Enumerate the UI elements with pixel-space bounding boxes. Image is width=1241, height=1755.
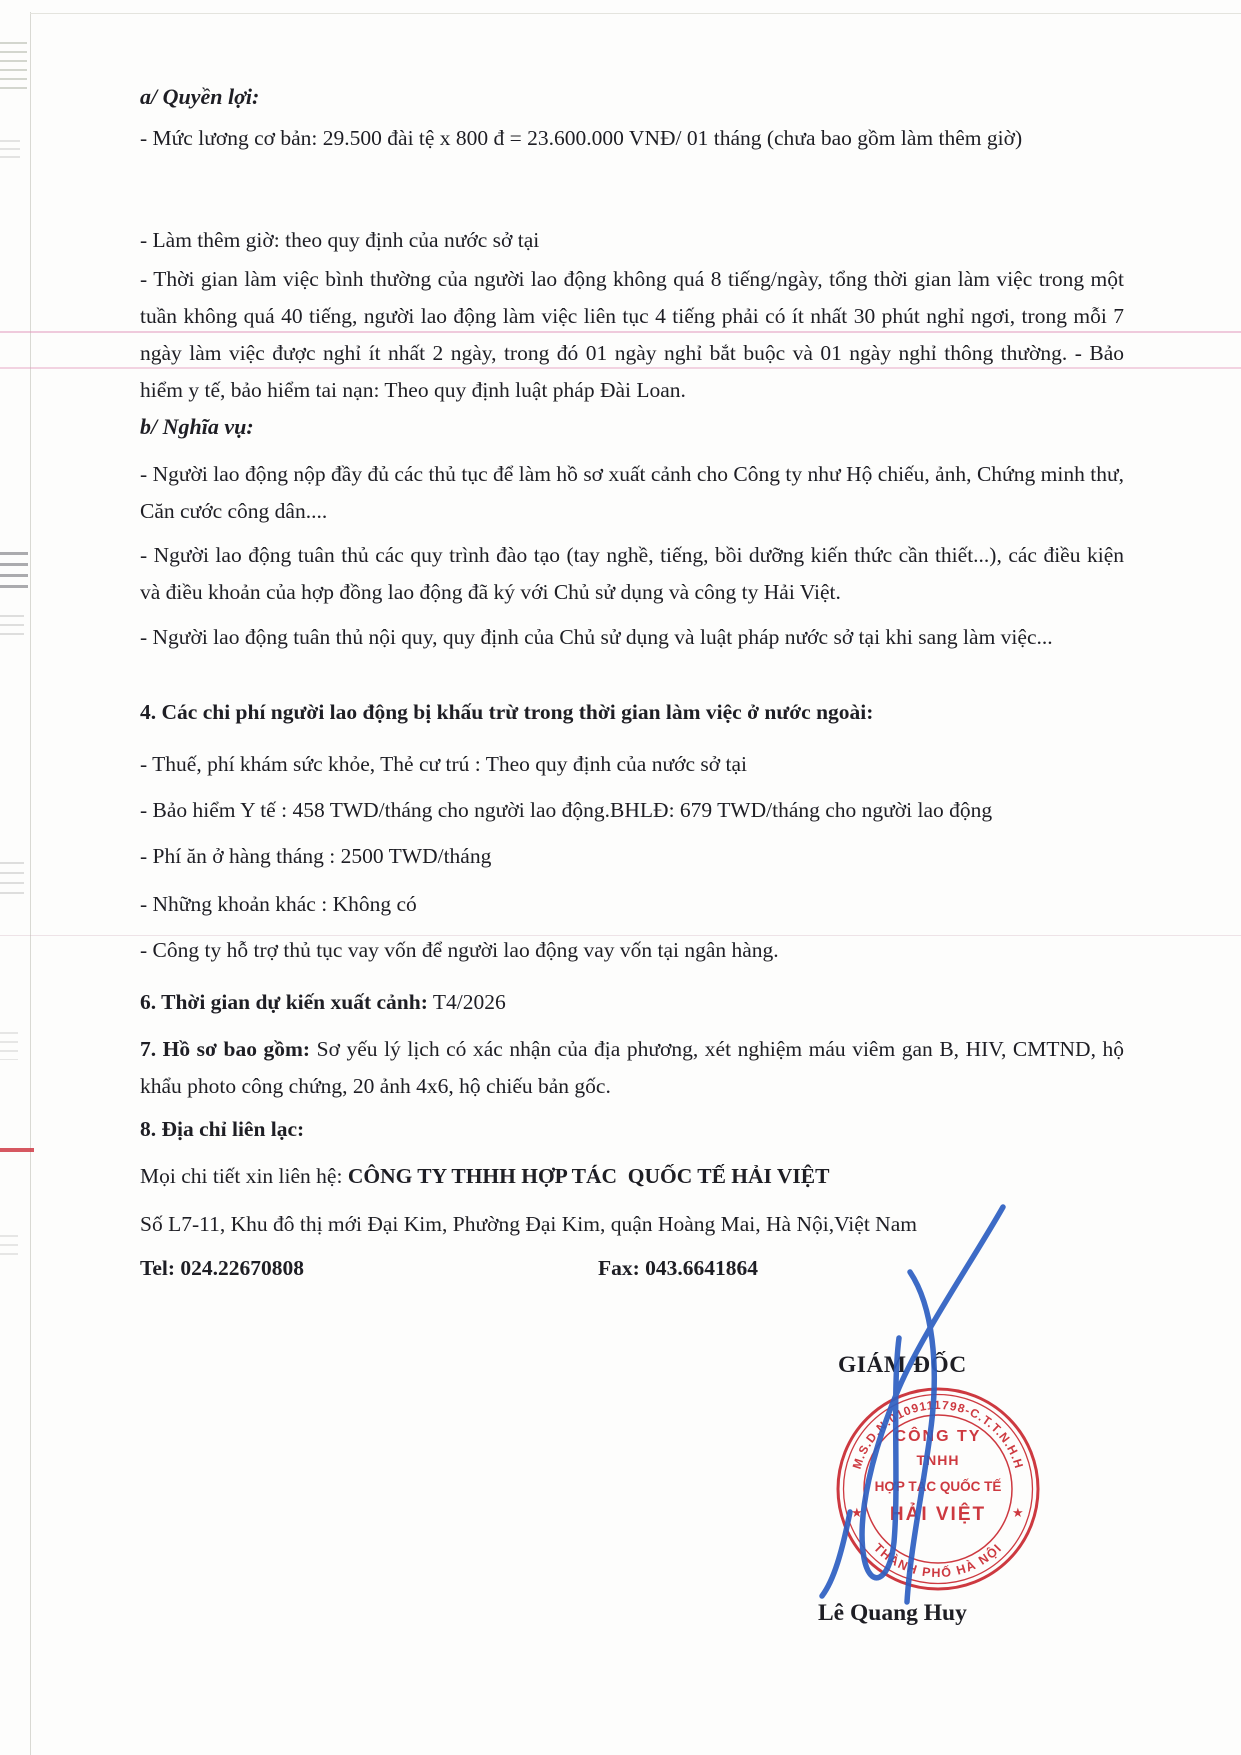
scan-smudge xyxy=(0,862,24,896)
contact-intro: Mọi chi tiết xin liên hệ: xyxy=(140,1164,348,1188)
stamp-star-right-icon: ★ xyxy=(1012,1505,1024,1520)
deduction-other-item: - Những khoản khác : Không có xyxy=(140,892,417,916)
handwritten-signature xyxy=(760,1180,1060,1620)
company-name: CÔNG TY THHH HỢP TÁC QUỐC TẾ HẢI VIỆT xyxy=(347,1164,830,1188)
stamp-company-line2: TNHH xyxy=(916,1452,960,1468)
stamp-company-line1: CÔNG TY xyxy=(894,1428,982,1445)
duty-rules-paragraph: - Người lao động tuân thủ nội quy, quy định của Chủ sử dụng và luật pháp nước sở tại khi sang làm việc... xyxy=(140,625,1053,649)
scan-red-mark xyxy=(0,1148,34,1152)
duty-documents-paragraph: - Người lao động nộp đầy đủ các thủ tục để làm hồ sơ xuất cảnh cho Công ty như Hộ chiếu, ảnh, Chứng minh thư, Căn cước công dân.... xyxy=(140,462,1124,523)
dossier-value: Sơ yếu lý lịch có xác nhận của địa phương, xét nghiệm máu viêm gan B, HIV, CMTND, hộ khẩu photo công chứng, 20 ảnh 4x6, hộ chiếu bản gốc. xyxy=(140,1037,1124,1098)
departure-label: 6. Thời gian dự kiến xuất cảnh: xyxy=(140,990,428,1014)
deduction-insurance-item: - Bảo hiểm Y tế : 458 TWD/tháng cho người lao động.BHLĐ: 679 TWD/tháng cho người lao động xyxy=(140,798,993,822)
scan-smudge xyxy=(0,1235,18,1259)
address-line: Số L7-11, Khu đô thị mới Đại Kim, Phường Đại Kim, quận Hoàng Mai, Hà Nội,Việt Nam xyxy=(140,1212,917,1236)
duties-heading: b/ Nghĩa vụ: xyxy=(140,414,254,439)
signature-stroke xyxy=(907,1272,934,1602)
benefits-heading: a/ Quyền lợi: xyxy=(140,84,260,109)
tel-number: Tel: 024.22670808 xyxy=(140,1256,305,1280)
stamp-star-left-icon: ★ xyxy=(851,1505,863,1520)
deduction-tax-item: - Thuế, phí khám sức khỏe, Thẻ cư trú : Theo quy định của nước sở tại xyxy=(140,752,748,776)
director-title: GIÁM ĐỐC xyxy=(838,1352,967,1378)
deduction-food-item: - Phí ăn ở hàng tháng : 2500 TWD/tháng xyxy=(140,844,492,868)
scan-smudge xyxy=(0,615,24,641)
departure-value: T4/2026 xyxy=(427,990,506,1014)
departure-line xyxy=(140,984,1124,1021)
signature-stroke xyxy=(822,1512,850,1596)
stamp-registration-arc: M.S.D.N:0109111798-C.T.T.N.H.H xyxy=(849,1398,1027,1471)
deductions-heading: 4. Các chi phí người lao động bị khấu trừ trong thời gian làm việc ở nước ngoài: xyxy=(140,700,874,724)
stamp-company-line3: HỢP TÁC QUỐC TẾ xyxy=(874,1479,1002,1494)
scan-smudge xyxy=(0,552,28,588)
overtime-paragraph: - Làm thêm giờ: theo quy định của nước sở tại xyxy=(140,228,540,252)
paper-edge-vertical xyxy=(30,12,31,1755)
fax-number: Fax: 043.6641864 xyxy=(598,1256,759,1280)
paper-edge-horizontal xyxy=(30,13,1241,14)
contact-heading: 8. Địa chỉ liên lạc: xyxy=(140,1117,305,1141)
dossier-paragraph xyxy=(140,1031,1124,1105)
stamp-city-arc: THÀNH PHỐ HÀ NỘI xyxy=(870,1540,1006,1581)
duty-training-paragraph: - Người lao động tuân thủ các quy trình đào tạo (tay nghề, tiếng, bồi dưỡng kiến thức cần thiết...), các điều kiện và điều khoản của hợp đồng lao động đã ký với Chủ sử dụng và công ty Hải Việt. xyxy=(140,543,1124,604)
salary-paragraph: - Mức lương cơ bản: 29.500 đài tệ x 800 đ = 23.600.000 VNĐ/ 01 tháng (chưa bao gồm làm thêm giờ) xyxy=(140,126,1023,150)
working-time-paragraph: - Thời gian làm việc bình thường của người lao động không quá 8 tiếng/ngày, tổng thời gian làm việc trong một tuần không quá 40 tiếng, người lao động làm việc liên tục 4 tiếng phải có ít nhất 30 phút nghỉ ngơi, trong mỗi 7 ngày làm việc được nghỉ ít nhất 2 ngày, trong đó 01 ngày nghỉ bắt buộc và 01 ngày nghỉ thông thường. - Bảo hiểm y tế, bảo hiểm tai nạn: Theo quy định luật pháp Đài Loan. xyxy=(140,267,1124,402)
loan-support-item: - Công ty hỗ trợ thủ tục vay vốn để người lao động vay vốn tại ngân hàng. xyxy=(140,938,779,962)
signer-name: Lê Quang Huy xyxy=(818,1600,967,1626)
scan-smudge xyxy=(0,140,20,164)
scan-smudge xyxy=(0,1032,18,1060)
dossier-label: 7. Hồ sơ bao gồm: xyxy=(140,1037,311,1061)
scan-smudge xyxy=(0,42,27,94)
stamp-company-line4: HẢI VIỆT xyxy=(889,1504,987,1525)
